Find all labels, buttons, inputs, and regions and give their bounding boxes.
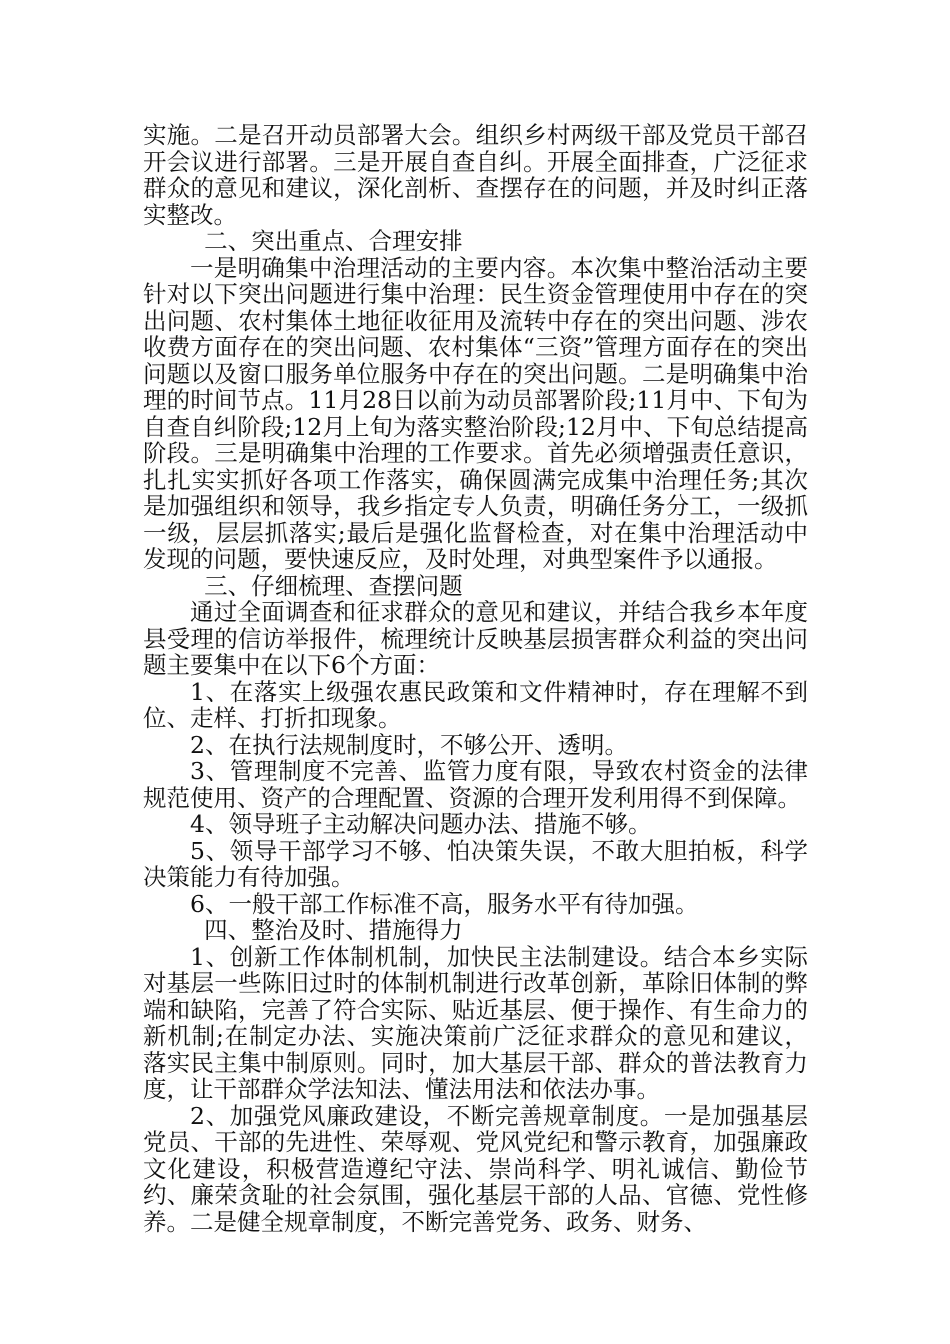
list-item-problem-4: 4、领导班子主动解决问题办法、措施不够。	[190, 810, 652, 838]
paragraph-continuation: 实施。二是召开动员部署大会。组织乡村两级干部及党员干部召开会议进行部署。三是开展自查自纠。开展全面排查，广泛征求群众的意见和建议，深化剖析、查摆存在的问题，并及时纠正落实整改。	[143, 121, 808, 229]
list-item-problem-1: 1、在落实上级强农惠民政策和文件精神时，存在理解不到位、走样、打折扣现象。	[143, 677, 808, 732]
section-heading-2: 二、突出重点、合理安排	[204, 227, 463, 255]
document-body	[143, 122, 808, 1235]
list-item-problem-2: 2、在执行法规制度时，不够公开、透明。	[190, 730, 628, 759]
list-item-problem-6: 6、一般干部工作标准不高，服务水平有待加强。	[190, 889, 699, 918]
list-item-problem-5: 5、领导干部学习不够、怕决策失误，不敢大胆拍板，科学决策能力有待加强。	[143, 836, 808, 891]
list-item-problem-3: 3、管理制度不完善、监管力度有限，导致农村资金的法律规范使用、资产的合理配置、资源的合理开发利用得不到保障。	[143, 757, 808, 812]
section-heading-4: 四、整治及时、措施得力	[204, 916, 463, 944]
paragraph-survey: 通过全面调查和征求群众的意见和建议，并结合我乡本年度县受理的信访举报件，梳理统计反映基层损害群众利益的突出问题主要集中在以下6个方面：	[143, 598, 808, 679]
paragraph-main-content: 一是明确集中治理活动的主要内容。本次集中整治活动主要针对以下突出问题进行集中治理：民生资金管理使用中存在的突出问题、农村集体土地征收征用及流转中存在的突出问题、涉农收费方面存在的突出问题、农村集体“三资”管理方面存在的突出问题以及窗口服务单位服务中存在的突出问题。二是明确集中治理的时间节点。11月28日以前为动员部署阶段;11月中、下旬为自查自纠阶段;12月上旬为落实整治阶段;12月中、下旬总结提高阶段。三是明确集中治理的工作要求。首先必须增强责任意识，扎扎实实抓好各项工作落实，确保圆满完成集中治理任务;其次是加强组织和领导，我乡指定专人负责，明确任务分工，一级抓一级，层层抓落实;最后是强化监督检查，对在集中治理活动中发现的问题，要快速反应，及时处理，对典型案件予以通报。	[143, 253, 808, 573]
list-item-measure-2: 2、加强党风廉政建设，不断完善规章制度。一是加强基层党员、干部的先进性、荣辱观、党风党纪和警示教育，加强廉政文化建设，积极营造遵纪守法、崇尚科学、明礼诚信、勤俭节约、廉荣贪耻的社会氛围，强化基层干部的人品、官德、党性修养。二是健全规章制度，不断完善党务、政务、财务、	[143, 1101, 808, 1236]
section-heading-3: 三、仔细梳理、查摆问题	[204, 571, 463, 600]
list-item-measure-1: 1、创新工作体制机制，加快民主法制建设。结合本乡实际对基层一些陈旧过时的体制机制进行改革创新，革除旧体制的弊端和缺陷，完善了符合实际、贴近基层、便于操作、有生命力的新机制;在制定办法、实施决策前广泛征求群众的意见和建议，落实民主集中制原则。同时，加大基层干部、群众的普法教育力度，让干部群众学法知法、懂法用法和依法办事。	[143, 942, 808, 1103]
